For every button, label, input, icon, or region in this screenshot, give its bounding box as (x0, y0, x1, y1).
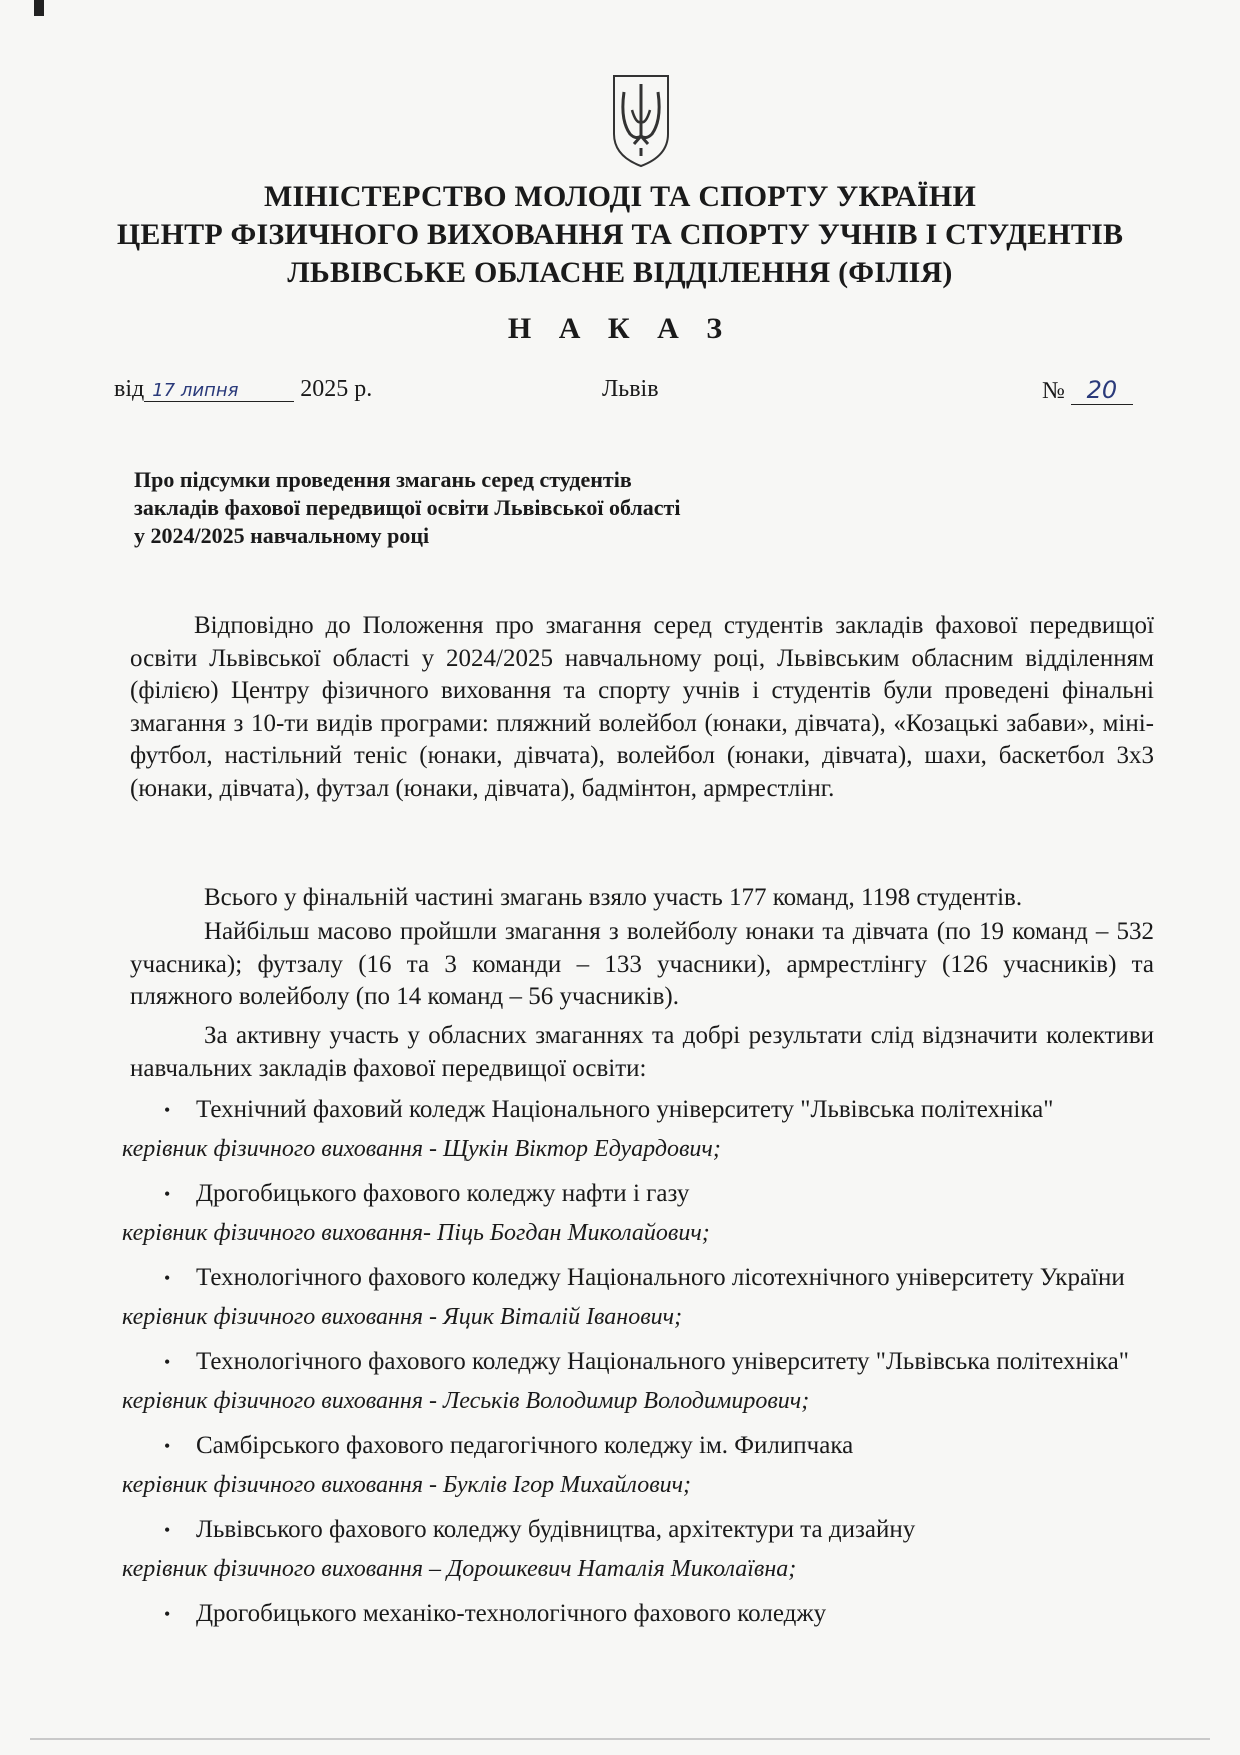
order-city: Львів (602, 376, 659, 402)
college-leader: керівник фізичного виховання - Буклів Ігор Михайлович; (122, 1472, 692, 1498)
subject-line: Про підсумки проведення змагань серед студентів (134, 467, 632, 492)
college-name: Львівського фахового коледжу будівництва, архітектури та дизайну (196, 1516, 916, 1543)
order-number (1042, 376, 1133, 405)
tryzub-icon (610, 72, 672, 168)
college-leader: керівник фізичного виховання- Піць Богдан Миколайович; (122, 1220, 710, 1246)
bullet-icon: • (164, 1436, 171, 1456)
list-item (116, 1430, 1156, 1502)
bullet-icon: • (164, 1520, 171, 1540)
bullet-icon: • (164, 1352, 171, 1372)
paragraph-basis: Відповідно до Положення про змагання серед студентів закладів фахової передвищої освіти Львівської області у 2024/2025 навчальному році, Львівським обласним відділенням (філією) Центру фізичного виховання та спорту учнів і студентів були проведені фінальні змагання з 10-ти видів програми: пляжний волейбол (юнаки, дівчата), «Козацькі забави», міні-футбол, настільний теніс (юнаки, дівчата), волейбол (юнаки, дівчата), шахи, баскетбол 3х3 (юнаки, дівчата), футзал (юнаки, дівчата), бадмінтон, армрестлінг. (130, 612, 1154, 802)
college-name: Дрогобицького механіко-технологічного фахового коледжу (196, 1600, 827, 1627)
paragraph-acknowledgement: За активну участь у обласних змаганнях та добрі результати слід відзначити колективи навчальних закладів фахової передвищої освіти: (130, 1022, 1154, 1082)
bullet-icon: • (164, 1100, 171, 1120)
list-item (116, 1094, 1156, 1166)
subject-line: закладів фахової передвищої освіти Львівської області (134, 495, 681, 520)
college-name: Самбірського фахового педагогічного коледжу ім. Филипчака (196, 1432, 854, 1459)
center-title: ЦЕНТР ФІЗИЧНОГО ВИХОВАННЯ ТА СПОРТУ УЧНІВ І СТУДЕНТІВ (116, 218, 1124, 251)
college-name: Дрогобицького фахового коледжу нафти і газу (196, 1180, 690, 1207)
college-leader: керівник фізичного виховання – Дорошкевич Наталія Миколаївна; (122, 1556, 797, 1582)
college-name: Технологічного фахового коледжу Національного лісотехнічного університету України (196, 1264, 1125, 1291)
college-leader: керівник фізичного виховання - Щукін Віктор Едуардович; (122, 1136, 721, 1162)
bullet-icon: • (164, 1604, 171, 1624)
bullet-icon: • (164, 1268, 171, 1288)
date-handwritten: 17 липня (144, 380, 294, 402)
scan-mark (34, 0, 44, 16)
list-item (116, 1178, 1156, 1250)
scan-edge-line (30, 1738, 1210, 1740)
branch-title: ЛЬВІВСЬКЕ ОБЛАСНЕ ВІДДІЛЕННЯ (ФІЛІЯ) (287, 256, 953, 289)
list-item (116, 1346, 1156, 1418)
order-date (114, 376, 372, 403)
bullet-icon: • (164, 1184, 171, 1204)
list-item (116, 1514, 1156, 1586)
ministry-title: МІНІСТЕРСТВО МОЛОДІ ТА СПОРТУ УКРАЇНИ (264, 180, 976, 213)
number-handwritten: 20 (1071, 376, 1133, 405)
paragraph-mass-events: Найбільш масово пройшли змагання з волейболу юнаки та дівчата (по 19 команд – 532 учасника); футзалу (16 та 3 команди – 133 учасники), армрестлінгу (126 учасників) та пляжного волейболу (по 14 команд – 56 учасників). (130, 918, 1154, 1010)
number-prefix: № (1042, 378, 1065, 404)
date-suffix: 2025 р. (300, 376, 373, 402)
colleges-list (116, 1094, 1156, 1630)
list-item (116, 1262, 1156, 1334)
document-type: Н А К А З (507, 312, 733, 345)
subject-line: у 2024/2025 навчальному році (134, 523, 430, 548)
list-item (116, 1598, 1156, 1630)
college-leader: керівник фізичного виховання - Леськів Володимир Володимирович; (122, 1388, 810, 1414)
date-prefix: від (114, 376, 145, 402)
college-leader: керівник фізичного виховання - Яцик Віталій Іванович; (122, 1304, 683, 1330)
paragraph-totals: Всього у фінальній частині змагань взяло участь 177 команд, 1198 студентів. (204, 884, 1023, 911)
college-name: Технологічного фахового коледжу Національного університету "Львівська політехніка" (196, 1348, 1129, 1375)
college-name: Технічний фаховий коледж Національного університету "Львівська політехніка" (196, 1096, 1054, 1123)
order-subject (134, 466, 680, 550)
